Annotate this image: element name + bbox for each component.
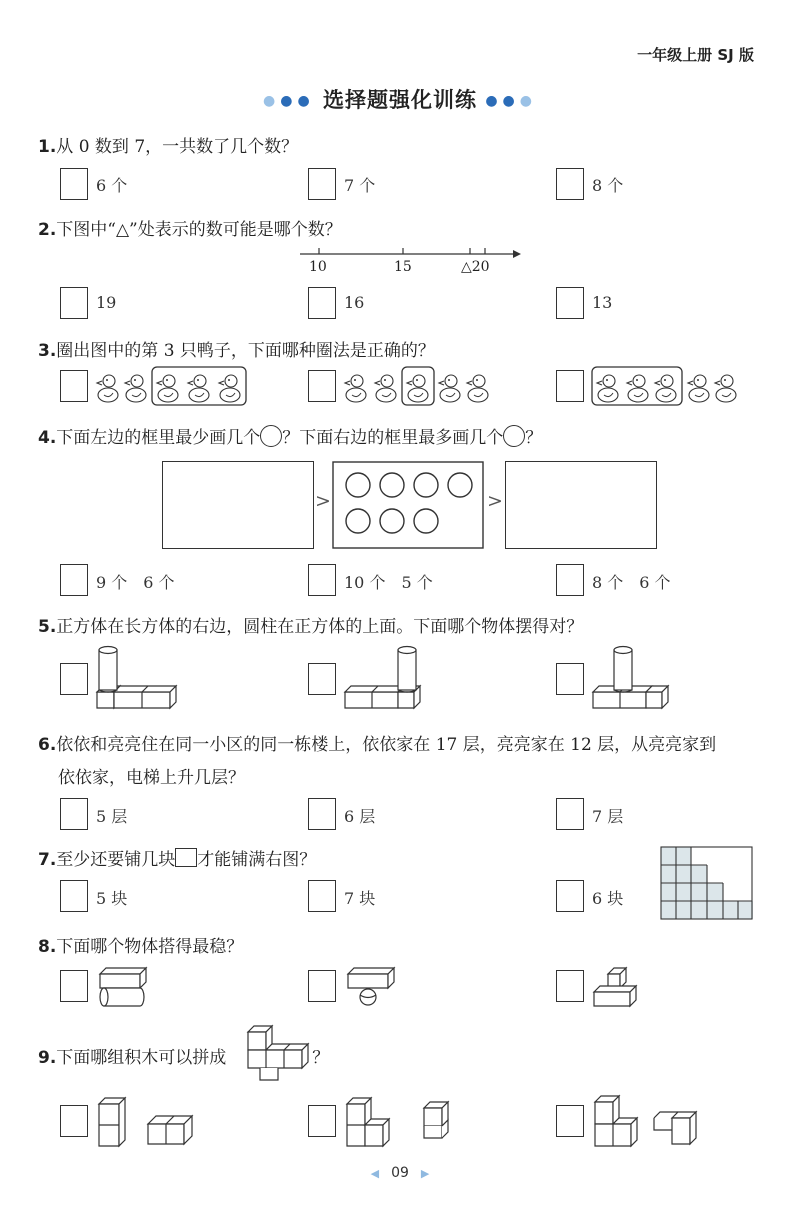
q6-answer-box-a[interactable] (60, 798, 88, 830)
q2-answer-box-a[interactable] (60, 287, 88, 319)
q7-option-b: 7 块 (344, 889, 376, 908)
q4-answer-box-a[interactable] (60, 564, 88, 596)
circle-icon (503, 425, 525, 447)
q8-answer-box-c[interactable] (556, 970, 584, 1002)
tick-label-triangle-20: △20 (461, 259, 490, 275)
q5-blocks-option-c (590, 640, 680, 710)
question-9: 9.下面哪组积木可以拼成 ？ (38, 1048, 330, 1068)
q9-answer-box-a[interactable] (60, 1105, 88, 1137)
q5-answer-box-c[interactable] (556, 663, 584, 695)
left-arrow-icon: ◀ (370, 1167, 380, 1180)
q9-target-figure (244, 1022, 334, 1082)
q3-answer-box-c[interactable] (556, 370, 584, 402)
q1-option-a: 6 个 (96, 176, 128, 195)
q7-option-a: 5 块 (96, 889, 128, 908)
page-number-bar (0, 1165, 800, 1181)
q7-answer-box-b[interactable] (308, 880, 336, 912)
q6-answer-box-b[interactable] (308, 798, 336, 830)
q1-option-b: 7 个 (344, 176, 376, 195)
q4-option-c: 8 个 6 个 (592, 573, 671, 592)
tick-label-10: 10 (309, 259, 327, 275)
question-5: 5.正方体在长方体的右边，圆柱在正方体的上面。下面哪个物体摆得对？ (38, 617, 584, 637)
question-7: 7.至少还要铺几块 才能铺满右图？ (38, 850, 317, 870)
q4-option-a: 9 个 6 个 (96, 573, 175, 592)
q4-option-b: 10 个 5 个 (344, 573, 433, 592)
q7-option-c: 6 块 (592, 889, 624, 908)
q5-answer-box-a[interactable] (60, 663, 88, 695)
q1-answer-box-b[interactable] (308, 168, 336, 200)
q2-option-a: 19 (96, 293, 117, 312)
q3-ducks-option-b (342, 364, 492, 408)
tile-grid-figure (658, 844, 754, 920)
q9-blocks-option-a (96, 1094, 210, 1150)
q2-answer-box-c[interactable] (556, 287, 584, 319)
q2-answer-box-b[interactable] (308, 287, 336, 319)
question-4: 4.下面左边的框里最少画几个 ？下面右边的框里最多画几个 ？ (38, 423, 542, 448)
q8-answer-box-a[interactable] (60, 970, 88, 1002)
q6-option-a: 5 层 (96, 807, 128, 826)
right-empty-frame (505, 461, 657, 549)
q5-blocks-option-b (342, 640, 432, 710)
q2-option-b: 16 (344, 293, 365, 312)
question-8: 8.下面哪个物体搭得最稳？ (38, 937, 244, 957)
q8-answer-box-b[interactable] (308, 970, 336, 1002)
q6-option-b: 6 层 (344, 807, 376, 826)
middle-circles-frame (332, 461, 484, 549)
q7-answer-box-a[interactable] (60, 880, 88, 912)
section-title: 选择题强化训练 (323, 88, 477, 112)
q1-answer-box-c[interactable] (556, 168, 584, 200)
q8-shape-option-c (590, 964, 650, 1010)
compare-symbol-1: > (315, 490, 331, 512)
question-1: 1.从 0 数到 7，一共数了几个数？ (38, 137, 299, 157)
circle-icon (260, 425, 282, 447)
section-title-bar (0, 84, 800, 114)
q6-answer-box-c[interactable] (556, 798, 584, 830)
q3-answer-box-a[interactable] (60, 370, 88, 402)
q3-ducks-option-a (94, 364, 254, 408)
q2-option-c: 13 (592, 293, 613, 312)
q5-answer-box-b[interactable] (308, 663, 336, 695)
question-6-line-1: 6.依依和亮亮住在同一小区的同一栋楼上，依依家在 17 层，亮亮家在 12 层，从亮亮家到 (38, 735, 717, 755)
square-tile-icon (175, 848, 197, 867)
question-3: 3.圈出图中的第 3 只鸭子，下面哪种圈法是正确的？ (38, 341, 435, 361)
q3-answer-box-b[interactable] (308, 370, 336, 402)
q9-answer-box-b[interactable] (308, 1105, 336, 1137)
tick-label-15: 15 (394, 259, 412, 275)
page-number: 09 (391, 1165, 409, 1181)
q9-blocks-option-b (344, 1094, 458, 1150)
q9-blocks-option-c (592, 1094, 706, 1150)
decor-dots-left: ●●● (263, 93, 315, 109)
grade-label: 一年级上册 SJ 版 (637, 46, 754, 64)
q8-shape-option-a (94, 964, 154, 1010)
q4-answer-box-b[interactable] (308, 564, 336, 596)
number-line (295, 244, 525, 278)
decor-dots-right: ●●● (485, 93, 537, 109)
question-6-line-2: 依依家，电梯上升几层？ (58, 768, 245, 788)
right-arrow-icon: ▶ (420, 1167, 430, 1180)
left-empty-frame (162, 461, 314, 549)
q6-option-c: 7 层 (592, 807, 624, 826)
q7-answer-box-c[interactable] (556, 880, 584, 912)
q9-answer-box-c[interactable] (556, 1105, 584, 1137)
compare-symbol-2: > (487, 490, 503, 512)
q8-shape-option-b (342, 964, 402, 1010)
q1-answer-box-a[interactable] (60, 168, 88, 200)
q1-option-c: 8 个 (592, 176, 624, 195)
q5-blocks-option-a (94, 640, 184, 710)
q4-answer-box-c[interactable] (556, 564, 584, 596)
q3-ducks-option-c (590, 364, 746, 408)
question-2: 2.下图中“△”处表示的数可能是哪个数？ (38, 220, 342, 240)
